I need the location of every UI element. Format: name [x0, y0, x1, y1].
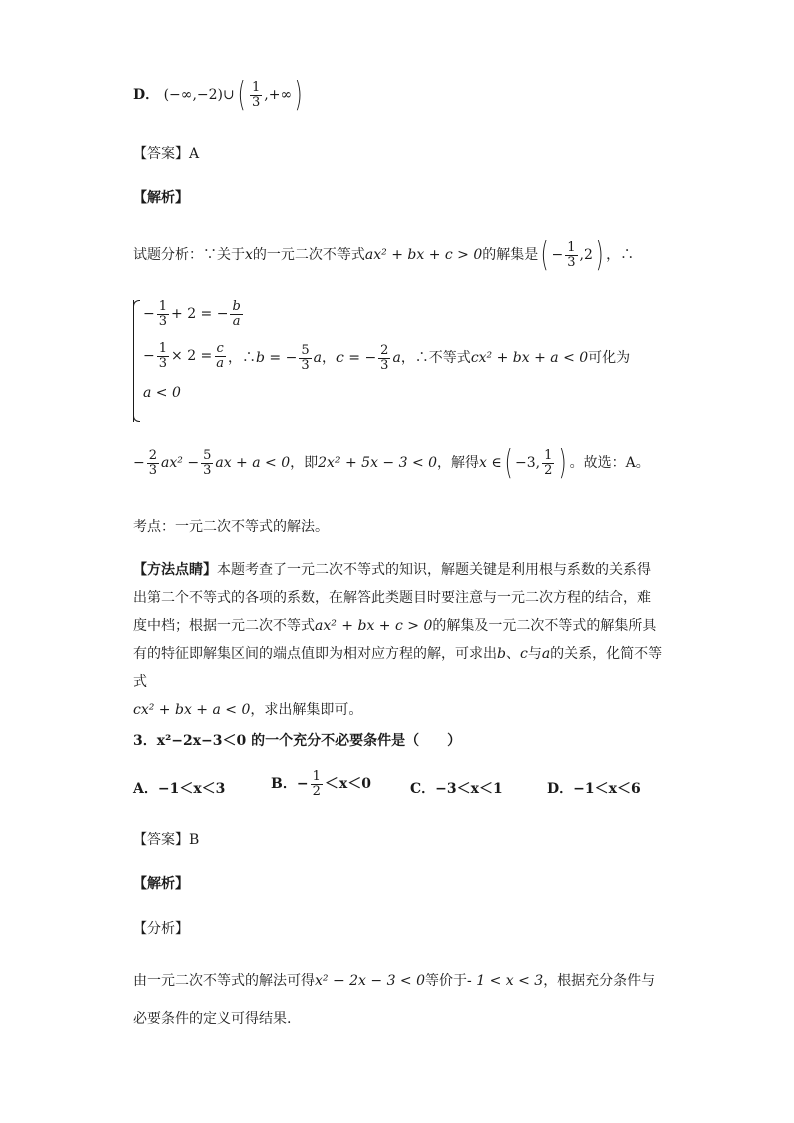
fenxi-tag: 【分析】	[133, 921, 189, 937]
option-d-label: D．	[133, 87, 160, 103]
option-d	[133, 75, 305, 115]
paren-close: )	[559, 443, 568, 483]
system-row-2: − $\frac{1}{3}$ × 2 = $\frac{c}{a}$	[143, 341, 225, 371]
system-conclusion: ，∴b = − $\frac{5}{3}$ a，c = − $\frac{2}{3}$ a，∴不等式cx² + bx + a < 0可化为	[228, 343, 631, 373]
answer-line-2: 【答案】B	[133, 832, 200, 848]
paren-close: )	[294, 75, 303, 115]
paren-open: (	[540, 235, 549, 275]
left-brace	[133, 300, 142, 422]
q3-option-d: D．−1＜x＜6	[547, 781, 641, 797]
q3-option-b: B．− $\frac{1}{2}$ ＜x＜0	[271, 769, 371, 799]
fraction: $\frac{1}{3}$	[252, 79, 261, 110]
analysis-tag: 【解析】	[133, 190, 189, 206]
paren-open: (	[504, 443, 513, 483]
system-row-1: − $\frac{1}{3}$ + 2 = − $\frac{b}{a}$	[143, 299, 241, 329]
option-d-right: ,+∞	[264, 87, 293, 103]
system-row-3: a < 0	[143, 385, 181, 401]
answer-line	[133, 143, 199, 163]
fraction: $\frac{1}{3}$	[567, 239, 576, 270]
paren-open: (	[237, 75, 246, 115]
analysis-line-3: − $\frac{2}{3}$ ax² − $\frac{5}{3}$ ax + a < 0，即2x² + 5x − 3 < 0，解得x ∈( −3, $\frac{1}{2}$ ) 。故选：A。	[133, 443, 650, 483]
analysis-tag-2: 【解析】	[133, 876, 189, 892]
method-paragraph: 【方法点睛】本题考查了一元二次不等式的知识，解题关键是利用根与系数的关系得出第二个不等式的各项的系数，在解答此类题目时要注意与一元二次方程的结合，难度中档；根据一元二次不等式ax² + bx + c > 0的解集及一元二次不等式的解集所具有的特征即解集区间的端点值即为相对应方程的解，可求出b、c与a的关系，化简不等式 cx² + bx + a < 0，求出解集即可。	[133, 562, 663, 718]
analysis-line-1: 试题分析：∵关于x的一元二次不等式ax² + bx + c > 0的解集是( − $\frac{1}{3}$ ,2) ，∴	[133, 235, 635, 275]
answer-value: A	[189, 146, 200, 162]
conclusion-paragraph: 由一元二次不等式的解法可得x² − 2x − 3 < 0等价于- 1 < x < 3，根据充分条件与必要条件的定义可得结果.	[133, 973, 656, 1027]
answer-tag: 【答案】	[133, 146, 189, 162]
q3-option-a: A．−1＜x＜3	[133, 781, 226, 797]
q3-option-c: C．−3＜x＜1	[410, 781, 503, 797]
question-3-title: 3．x²−2x−3＜0 的一个充分不必要条件是（ ）	[133, 733, 462, 749]
paren-close: )	[595, 235, 604, 275]
kaodian: 考点：一元二次不等式的解法。	[133, 519, 329, 535]
option-d-left: (−∞,−2)∪	[163, 87, 235, 103]
